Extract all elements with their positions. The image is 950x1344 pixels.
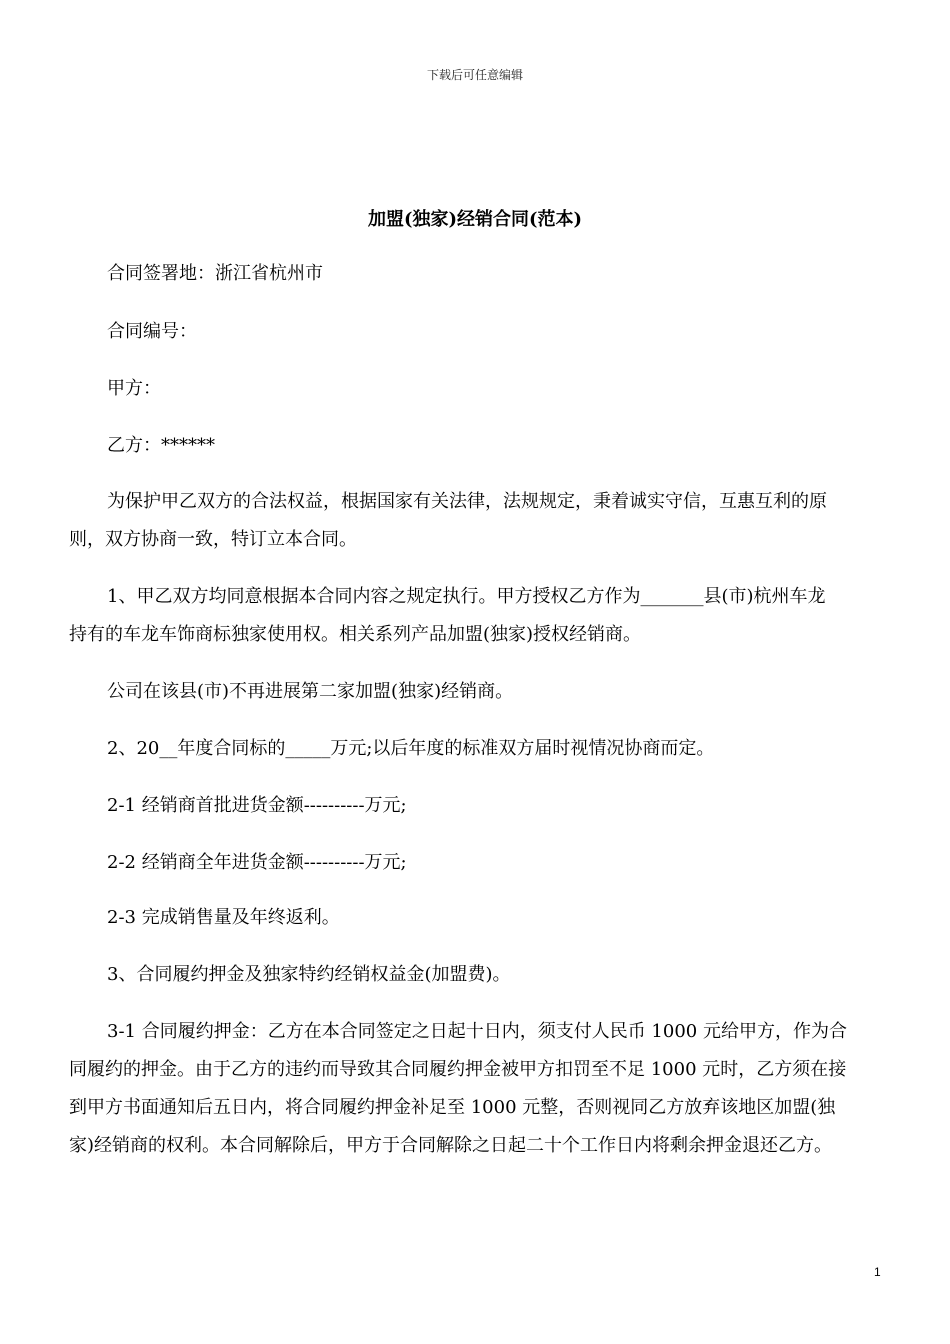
clause-3-1-line: 到甲方书面通知后五日内，将合同履约押金补足至 1000 元整，否则视同乙方放弃该地区加盟(独 [69,1097,836,1118]
clause-1-line: 1、甲乙双方均同意根据本合同内容之规定执行。甲方授权乙方作为_______县(市)杭州车龙 [107,586,826,607]
clause-2-1: 2-1 经销商首批进货金额----------万元; [107,795,407,816]
contract-number: 合同编号： [107,321,197,342]
clause-2-2: 2-2 经销商全年进货金额----------万元; [107,852,407,873]
clause-1-continuation: 公司在该县(市)不再进展第二家加盟(独家)经销商。 [107,681,514,702]
contract-signing-place: 合同签署地：浙江省杭州市 [107,263,323,284]
clause-2-3: 2-3 完成销售量及年终返利。 [107,907,340,928]
clause-1-line: 持有的车龙车饰商标独家使用权。相关系列产品加盟(独家)授权经销商。 [69,624,642,645]
party-a: 甲方： [107,378,161,399]
clause-3-1-line: 3-1 合同履约押金：乙方在本合同签定之日起十日内，须支付人民币 1000 元给甲方，作为合 [107,1021,847,1042]
preamble-line: 则，双方协商一致，特订立本合同。 [69,529,357,550]
page-header-note: 下载后可任意编辑 [426,68,523,82]
clause-3-1-line: 同履约的押金。由于乙方的违约而导致其合同履约押金被甲方扣罚至不足 1000 元时，乙方须在接 [69,1059,847,1080]
preamble-line: 为保护甲乙双方的合法权益，根据国家有关法律，法规规定，秉着诚实守信，互惠互利的原 [107,491,827,512]
party-b: 乙方：****** [107,435,215,456]
clause-3: 3、合同履约押金及独家特约经销权益金(加盟费)。 [107,964,511,985]
clause-2: 2、20__年度合同标的_____万元;以后年度的标准双方届时视情况协商而定。 [107,738,715,759]
document-title: 加盟(独家)经销合同(范本) [367,209,583,230]
page-number: 1 [874,1265,881,1279]
clause-3-1-line: 家)经销商的权利。本合同解除后，甲方于合同解除之日起二十个工作日内将剩余押金退还乙方。 [69,1135,833,1156]
